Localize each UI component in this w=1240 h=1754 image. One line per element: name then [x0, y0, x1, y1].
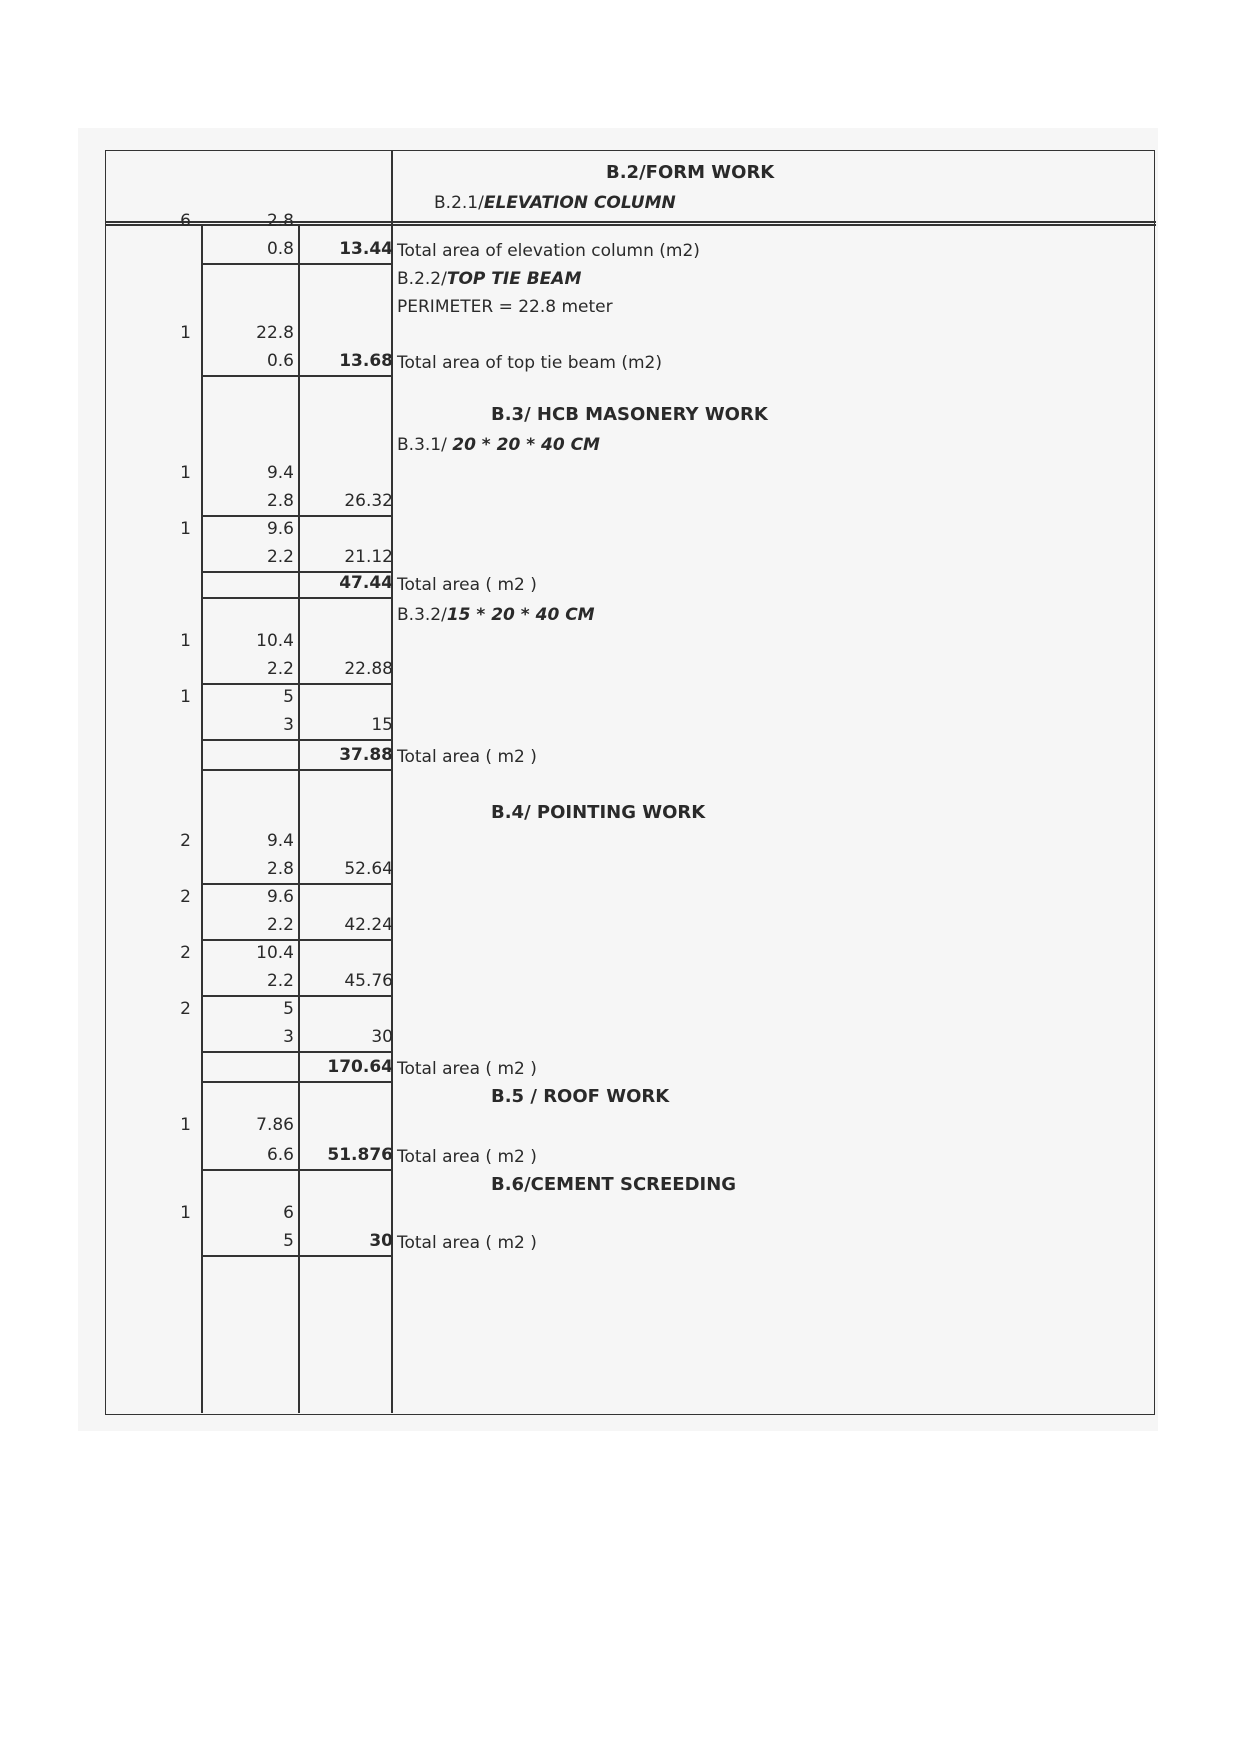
count-cell: 1 [180, 631, 191, 651]
count-cell: 1 [180, 519, 191, 539]
count-cell: 2 [180, 831, 191, 851]
row-rule [201, 883, 391, 885]
quantity-cell: 26.32 [344, 491, 393, 511]
description-cell: Total area of elevation column (m2) [397, 241, 700, 261]
quantity-cell: 22.88 [344, 659, 393, 679]
dimension-cell: 5 [283, 999, 294, 1019]
dimension-cell: 5 [283, 1231, 294, 1251]
row-rule [201, 739, 391, 741]
description-cell: Total area ( m2 ) [397, 1233, 537, 1253]
dimension-cell: 9.6 [266, 519, 294, 539]
quantity-cell: 45.76 [344, 971, 393, 991]
count-cell: 1 [180, 1203, 191, 1223]
dimension-cell: 10.4 [256, 631, 294, 651]
quantity-cell: 30 [369, 1231, 393, 1251]
subsection-title: B.3.2/15 * 20 * 40 CM [397, 605, 595, 625]
dimension-cell: 2.8 [266, 211, 294, 231]
row-rule [201, 263, 391, 265]
takeoff-sheet-table [105, 150, 1155, 1415]
description-cell: PERIMETER = 22.8 meter [397, 297, 613, 317]
dimension-cell: 2.2 [266, 547, 294, 567]
row-rule [201, 597, 391, 599]
row-rule [201, 1169, 391, 1171]
dimension-cell: 3 [283, 1027, 294, 1047]
quantity-cell: 21.12 [344, 547, 393, 567]
quantity-cell: 13.44 [339, 239, 393, 259]
dimension-cell: 5 [283, 687, 294, 707]
dimension-cell: 9.6 [266, 887, 294, 907]
row-rule [201, 515, 391, 517]
dimension-cell: 9.4 [266, 831, 294, 851]
count-cell: 1 [180, 463, 191, 483]
dimension-cell: 10.4 [256, 943, 294, 963]
dimension-cell: 7.86 [256, 1115, 294, 1135]
dimension-cell: 2.2 [266, 915, 294, 935]
count-cell: 2 [180, 943, 191, 963]
row-rule [201, 939, 391, 941]
section-heading: B.3/ HCB MASONERY WORK [491, 404, 768, 425]
dimension-cell: 2.8 [266, 491, 294, 511]
description-cell: Total area ( m2 ) [397, 1147, 537, 1167]
count-cell: 1 [180, 323, 191, 343]
quantity-cell: 30 [371, 1027, 393, 1047]
quantity-cell: 37.88 [339, 745, 393, 765]
section-heading: B.5 / ROOF WORK [491, 1086, 670, 1107]
quantity-cell: 42.24 [344, 915, 393, 935]
row-rule [201, 1255, 391, 1257]
count-cell: 1 [180, 1115, 191, 1135]
dimension-cell: 22.8 [256, 323, 294, 343]
count-cell: 6 [180, 211, 191, 231]
quantity-cell: 15 [371, 715, 393, 735]
column-separator [391, 151, 393, 1413]
section-subtitle: B.2.1/ELEVATION COLUMN [434, 193, 676, 213]
row-rule [201, 683, 391, 685]
column-separator [201, 225, 203, 1413]
row-rule [201, 375, 391, 377]
quantity-cell: 170.64 [327, 1057, 393, 1077]
section-heading: B.4/ POINTING WORK [491, 802, 706, 823]
count-cell: 2 [180, 887, 191, 907]
section-title: B.2/FORM WORK [606, 162, 775, 183]
row-rule [201, 1051, 391, 1053]
section-heading: B.6/CEMENT SCREEDING [491, 1174, 737, 1195]
dimension-cell: 3 [283, 715, 294, 735]
dimension-cell: 9.4 [266, 463, 294, 483]
dimension-cell: 2.2 [266, 971, 294, 991]
description-cell: Total area of top tie beam (m2) [397, 353, 662, 373]
description-cell: Total area ( m2 ) [397, 1059, 537, 1079]
row-rule [201, 995, 391, 997]
quantity-cell: 47.44 [339, 573, 393, 593]
dimension-cell: 0.8 [266, 239, 294, 259]
description-cell: Total area ( m2 ) [397, 575, 537, 595]
dimension-cell: 6.6 [266, 1145, 294, 1165]
dimension-cell: 6 [283, 1203, 294, 1223]
dimension-cell: 0.6 [266, 351, 294, 371]
dimension-cell: 2.2 [266, 659, 294, 679]
dimension-cell: 2.8 [266, 859, 294, 879]
count-cell: 1 [180, 687, 191, 707]
description-cell: Total area ( m2 ) [397, 747, 537, 767]
quantity-cell: 51.876 [327, 1145, 393, 1165]
row-rule [201, 769, 391, 771]
quantity-cell: 13.68 [339, 351, 393, 371]
count-cell: 2 [180, 999, 191, 1019]
row-rule [201, 1081, 391, 1083]
subsection-title: B.3.1/ 20 * 20 * 40 CM [397, 435, 600, 455]
subsection-title: B.2.2/TOP TIE BEAM [397, 269, 582, 289]
column-separator [298, 225, 300, 1413]
quantity-cell: 52.64 [344, 859, 393, 879]
